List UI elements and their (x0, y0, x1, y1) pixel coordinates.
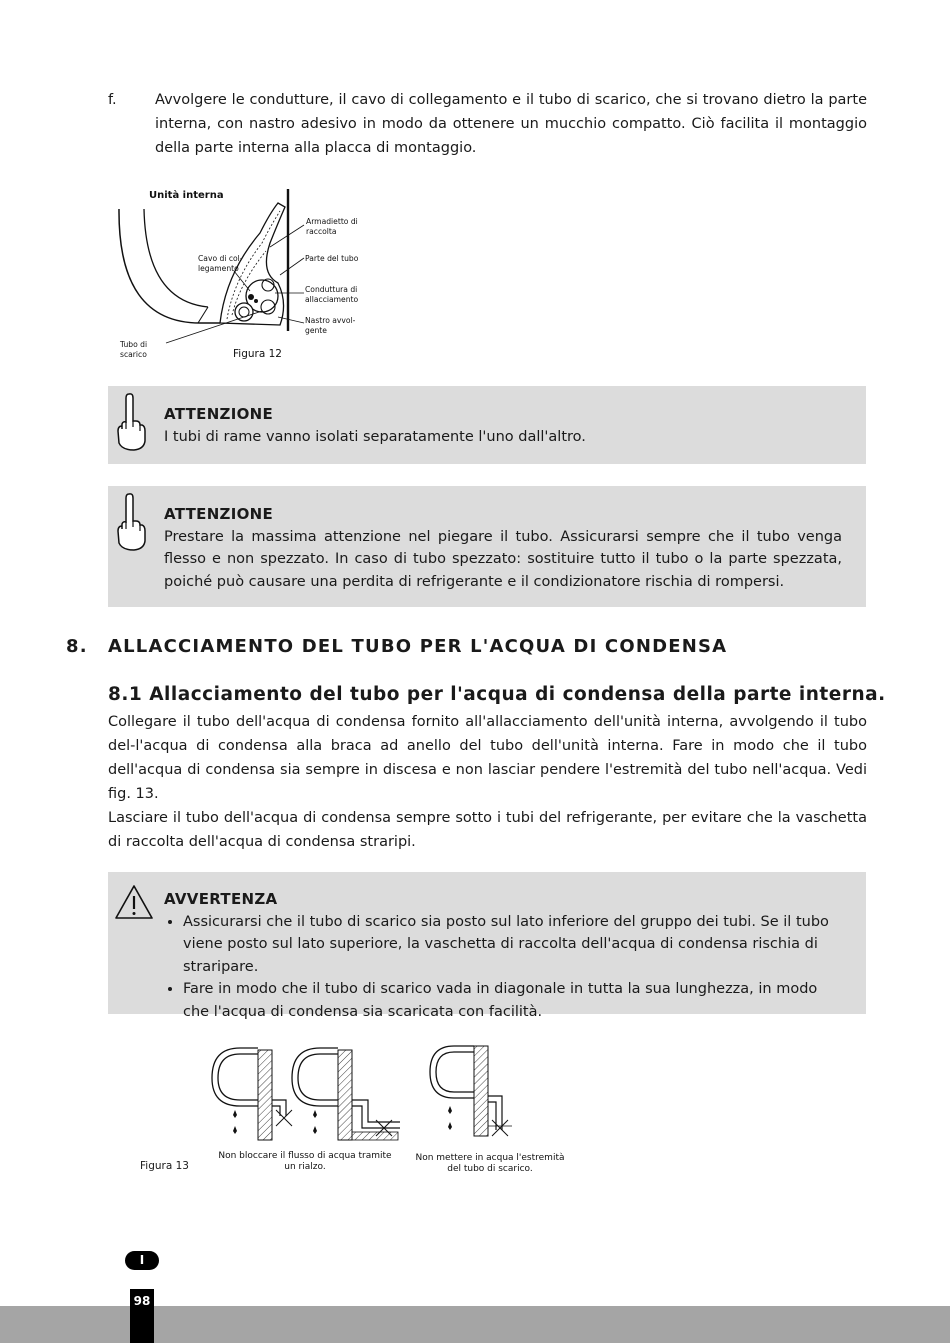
warning-box (108, 872, 866, 1020)
label-armadietto-1: Armadietto di (306, 217, 358, 226)
figure-12-caption: Figura 12 (233, 348, 282, 360)
warning-triangle-icon (114, 884, 154, 920)
label-conduttura-1: Conduttura di (305, 285, 358, 294)
attention-text-2: Prestare la massima attenzione nel piegare il tubo. Assicurarsi sempre che il tubo venga flesso e non spezzato. In caso di tubo spezzato: sostituire tutto il tubo o la parte spezzata, poiché può causare una perdita di refrigerante e il condizionatore rischia di rompersi. (164, 528, 842, 590)
figure-12-title: Unità interna (149, 190, 224, 201)
label-cavo-2: legamento (198, 264, 239, 273)
label-tubo-1: Tubo di (120, 340, 148, 349)
warning-item-1: • Assicurarsi che il tubo di scarico sia posto sul lato inferiore del gruppo dei tubi. Se il tubo viene posto sul lato superiore, la vaschetta di raccolta dell'acqua di condensa rischia di straripare. (183, 911, 842, 979)
section-8-heading (66, 636, 866, 660)
instruction-item-f (108, 88, 867, 160)
warning-list (164, 911, 842, 1024)
figure-13-diagram (200, 1040, 580, 1185)
figure-13-label-right-2: del tubo di scarico. (447, 1164, 533, 1174)
label-nastro-2: gente (305, 326, 327, 335)
attention-box-1 (108, 386, 866, 464)
section-8-title: ALLACCIAMENTO DEL TUBO PER L'ACQUA DI CONDENSA (108, 636, 728, 657)
page-number-tab (130, 1289, 154, 1343)
figure-13-caption: Figura 13 (140, 1160, 189, 1172)
warning-heading: AVVERTENZA (164, 890, 278, 908)
section-81-paragraph-2: Lasciare il tubo dell'acqua di condensa sempre sotto i tubi del refrigerante, per evitare che la vaschetta di raccolta dell'acqua di condensa straripi. (108, 810, 867, 850)
item-text: Avvolgere le condutture, il cavo di collegamento e il tubo di scarico, che si trovano dietro la parte interna, con nastro adesivo in modo da ottenere un mucchio compatto. Ciò facilita il montaggio della parte interna alla placca di montaggio. (155, 92, 867, 156)
attention-heading-1: ATTENZIONE (164, 405, 274, 423)
section-81-paragraph-1: Collegare il tubo dell'acqua di condensa fornito all'allacciamento dell'unità interna, avvolgendo il tubo del-l'acqua di condensa alla braca ad anello del tubo dell'unità interna. Fare in modo che il tubo dell'acqua di condensa sia sempre in discesa e non lasciar pendere l'estremità del tubo nell'acqua. Vedi fig. 13. (108, 714, 867, 802)
label-conduttura-2: allacciamento (305, 295, 359, 304)
section-8-number: 8. (66, 636, 88, 657)
figure-12-diagram (110, 183, 370, 368)
attention-text-1: I tubi di rame vanno isolati separatamente l'uno dall'altro. (164, 428, 586, 445)
page-number: 98 (133, 1294, 151, 1308)
figure-13-label-left-2: un rialzo. (284, 1162, 326, 1172)
figure-13-label-left-1: Non bloccare il flusso di acqua tramite (218, 1151, 392, 1161)
attention-heading-2: ATTENZIONE (164, 505, 274, 523)
item-letter: f. (108, 92, 117, 108)
label-tubo-2: scarico (120, 350, 147, 359)
warning-item-2: • Fare in modo che il tubo di scarico vada in diagonale in tutta la sua lunghezza, in modo che l'acqua di condensa sia scaricata con facilità. (183, 978, 842, 1023)
attention-box-2 (108, 486, 866, 607)
label-armadietto-2: raccolta (306, 227, 337, 236)
section-81-title: 8.1 Allacciamento del tubo per l'acqua di condensa della parte interna. (108, 684, 886, 705)
label-nastro-1: Nastro avvol- (305, 316, 356, 325)
figure-13-label-right-1: Non mettere in acqua l'estremità (415, 1153, 565, 1163)
pointing-hand-icon (114, 491, 148, 553)
pointing-hand-icon (114, 391, 148, 453)
label-cavo-1: Cavo di col- (198, 254, 243, 263)
label-parte-tubo: Parte del tubo (305, 254, 359, 263)
language-badge: I (125, 1251, 159, 1270)
